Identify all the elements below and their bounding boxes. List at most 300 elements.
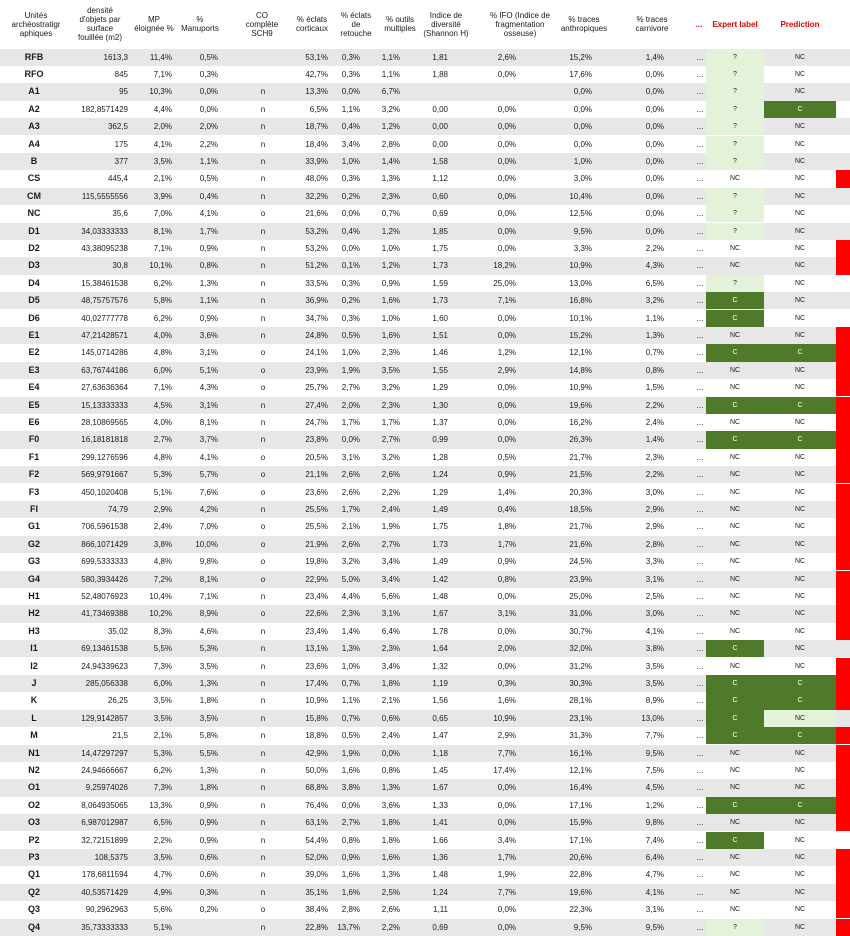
cell-prediction[interactable]: NC — [794, 488, 806, 496]
cell-traces-carnivore[interactable]: 0,0% — [645, 139, 664, 149]
cell-density[interactable]: 14,47297297 — [81, 748, 128, 758]
cell-unit[interactable]: K — [30, 695, 38, 706]
cell-prediction[interactable]: C — [764, 692, 836, 709]
cell-co[interactable]: o — [260, 383, 266, 393]
cell-ellipsis[interactable]: ... — [696, 487, 704, 497]
cell-density[interactable]: 362,5 — [107, 122, 128, 132]
cell-expert-label[interactable]: C — [706, 675, 764, 692]
cell-prediction[interactable]: NC — [794, 210, 806, 218]
cell-prediction[interactable]: NC — [794, 575, 806, 583]
cell-prediction[interactable]: C — [764, 344, 836, 361]
cell-expert-label[interactable]: NC — [729, 262, 741, 270]
cell-ifo[interactable]: 0,0% — [497, 174, 516, 184]
cell-eclats-corticaux[interactable]: 23,6% — [305, 661, 328, 671]
cell-ellipsis[interactable]: ... — [696, 905, 704, 915]
cell-unit[interactable]: D2 — [28, 242, 40, 253]
cell-traces-anthropiques[interactable]: 23,9% — [569, 574, 592, 584]
cell-traces-carnivore[interactable]: 1,1% — [645, 313, 664, 323]
cell-manuports[interactable]: 10,0% — [195, 539, 218, 549]
cell-co[interactable]: n — [260, 678, 266, 688]
cell-ellipsis[interactable]: ... — [696, 644, 704, 654]
cell-outils[interactable]: 2,5% — [381, 887, 400, 897]
cell-mp[interactable]: 5,6% — [153, 905, 172, 915]
cell-outils[interactable]: 1,8% — [381, 818, 400, 828]
cell-manuports[interactable]: 3,1% — [199, 348, 218, 358]
cell-outils[interactable]: 2,2% — [381, 487, 400, 497]
cell-expert-label[interactable]: ? — [706, 223, 764, 240]
cell-mp[interactable]: 5,5% — [153, 644, 172, 654]
cell-density[interactable]: 95 — [119, 87, 128, 97]
cell-density[interactable]: 40,53571429 — [81, 887, 128, 897]
cell-unit[interactable]: E4 — [28, 382, 40, 393]
cell-co[interactable]: o — [260, 365, 266, 375]
cell-traces-anthropiques[interactable]: 31,2% — [569, 661, 592, 671]
cell-eclats-corticaux[interactable]: 54,4% — [305, 835, 328, 845]
cell-density[interactable]: 47,21428571 — [81, 330, 128, 340]
cell-eclats-retouche[interactable]: 3,2% — [341, 557, 360, 567]
cell-outils[interactable]: 5,6% — [381, 591, 400, 601]
cell-expert-label[interactable]: C — [706, 292, 764, 309]
cell-unit[interactable]: F2 — [28, 469, 40, 480]
cell-eclats-corticaux[interactable]: 50,0% — [305, 765, 328, 775]
cell-ifo[interactable]: 0,0% — [497, 400, 516, 410]
cell-traces-carnivore[interactable]: 1,5% — [645, 383, 664, 393]
cell-eclats-corticaux[interactable]: 10,9% — [305, 696, 328, 706]
cell-unit[interactable]: O1 — [27, 782, 40, 793]
cell-manuports[interactable]: 4,2% — [199, 504, 218, 514]
cell-expert-label[interactable]: C — [706, 431, 764, 448]
cell-eclats-corticaux[interactable]: 33,9% — [305, 156, 328, 166]
cell-eclats-corticaux[interactable]: 23,4% — [305, 591, 328, 601]
cell-traces-anthropiques[interactable]: 30,3% — [569, 678, 592, 688]
cell-eclats-corticaux[interactable]: 53,2% — [305, 243, 328, 253]
cell-ifo[interactable]: 2,9% — [497, 365, 516, 375]
cell-expert-label[interactable]: ? — [706, 49, 764, 66]
header-co[interactable]: CO complète SCH9 — [245, 10, 279, 38]
cell-traces-carnivore[interactable]: 0,0% — [645, 226, 664, 236]
cell-outils[interactable]: 0,0% — [381, 748, 400, 758]
cell-traces-carnivore[interactable]: 4,3% — [645, 261, 664, 271]
cell-traces-carnivore[interactable]: 4,5% — [645, 783, 664, 793]
cell-prediction[interactable]: NC — [794, 906, 806, 914]
cell-expert-label[interactable]: C — [706, 832, 764, 849]
cell-eclats-corticaux[interactable]: 18,7% — [305, 122, 328, 132]
cell-unit[interactable]: Q1 — [27, 869, 40, 880]
cell-prediction[interactable]: NC — [794, 819, 806, 827]
cell-eclats-corticaux[interactable]: 15,8% — [305, 713, 328, 723]
cell-traces-anthropiques[interactable]: 21,7% — [569, 452, 592, 462]
cell-traces-anthropiques[interactable]: 14,8% — [569, 365, 592, 375]
cell-traces-anthropiques[interactable]: 10,9% — [569, 383, 592, 393]
cell-traces-carnivore[interactable]: 6,5% — [645, 278, 664, 288]
cell-mp[interactable]: 2,1% — [153, 731, 172, 741]
cell-ellipsis[interactable]: ... — [696, 365, 704, 375]
cell-co[interactable]: o — [260, 522, 266, 532]
cell-eclats-retouche[interactable]: 1,7% — [341, 417, 360, 427]
cell-ellipsis[interactable]: ... — [696, 348, 704, 358]
cell-mp[interactable]: 3,5% — [153, 696, 172, 706]
cell-co[interactable] — [238, 49, 288, 66]
cell-eclats-retouche[interactable]: 0,4% — [341, 122, 360, 132]
cell-ellipsis[interactable]: ... — [696, 870, 704, 880]
cell-diversite[interactable]: 1,12 — [432, 174, 448, 184]
cell-traces-carnivore[interactable]: 4,1% — [645, 626, 664, 636]
cell-eclats-corticaux[interactable]: 18,8% — [305, 731, 328, 741]
cell-co[interactable]: n — [260, 644, 266, 654]
cell-expert-label[interactable]: NC — [729, 244, 741, 252]
cell-ellipsis[interactable]: ... — [696, 87, 704, 97]
cell-diversite[interactable]: 1,29 — [432, 487, 448, 497]
cell-prediction[interactable]: C — [764, 797, 836, 814]
cell-density[interactable]: 27,63636364 — [81, 383, 128, 393]
cell-traces-anthropiques[interactable]: 23,1% — [569, 713, 592, 723]
cell-manuports[interactable]: 3,5% — [199, 661, 218, 671]
cell-co[interactable]: n — [260, 156, 266, 166]
cell-mp[interactable]: 2,0% — [153, 122, 172, 132]
cell-diversite[interactable]: 1,29 — [432, 383, 448, 393]
cell-diversite[interactable]: 0,00 — [432, 104, 448, 114]
cell-ifo[interactable]: 0,0% — [497, 383, 516, 393]
cell-manuports[interactable]: 1,8% — [199, 696, 218, 706]
cell-traces-anthropiques[interactable]: 22,8% — [569, 870, 592, 880]
cell-outils[interactable]: 1,4% — [381, 156, 400, 166]
cell-traces-anthropiques[interactable]: 10,4% — [569, 191, 592, 201]
cell-density[interactable]: 129,9142857 — [81, 713, 128, 723]
cell-outils[interactable]: 2,8% — [381, 139, 400, 149]
cell-eclats-retouche[interactable]: 1,0% — [341, 661, 360, 671]
cell-prediction[interactable]: NC — [794, 384, 806, 392]
cell-eclats-retouche[interactable]: 1,6% — [341, 870, 360, 880]
cell-co[interactable]: n — [260, 435, 266, 445]
cell-outils[interactable]: 1,2% — [381, 261, 400, 271]
cell-expert-label[interactable]: NC — [729, 418, 741, 426]
cell-ellipsis[interactable]: ... — [696, 557, 704, 567]
cell-density[interactable]: 182,8571429 — [81, 104, 128, 114]
cell-co[interactable]: o — [260, 470, 266, 480]
cell-prediction[interactable]: NC — [794, 923, 806, 931]
cell-co[interactable]: n — [260, 400, 266, 410]
cell-outils[interactable]: 1,8% — [381, 678, 400, 688]
cell-density[interactable]: 115,5555556 — [81, 191, 128, 201]
cell-mp[interactable]: 4,0% — [153, 417, 172, 427]
cell-manuports[interactable]: 1,1% — [199, 156, 218, 166]
cell-prediction[interactable]: NC — [794, 88, 806, 96]
cell-unit[interactable]: E2 — [28, 347, 40, 358]
cell-traces-carnivore[interactable]: 3,1% — [645, 574, 664, 584]
cell-diversite[interactable]: 1,78 — [432, 626, 448, 636]
cell-eclats-corticaux[interactable]: 21,6% — [305, 209, 328, 219]
cell-diversite[interactable]: 1,32 — [432, 661, 448, 671]
cell-ifo[interactable]: 0,0% — [497, 313, 516, 323]
cell-eclats-retouche[interactable]: 0,5% — [341, 330, 360, 340]
cell-eclats-corticaux[interactable]: 34,7% — [305, 313, 328, 323]
cell-prediction[interactable]: NC — [794, 453, 806, 461]
cell-traces-anthropiques[interactable]: 31,3% — [569, 731, 592, 741]
cell-mp[interactable]: 4,9% — [153, 887, 172, 897]
cell-ellipsis[interactable]: ... — [696, 661, 704, 671]
cell-expert-label[interactable]: NC — [729, 331, 741, 339]
cell-ifo[interactable]: 0,4% — [497, 504, 516, 514]
cell-ifo[interactable]: 0,8% — [497, 574, 516, 584]
cell-eclats-retouche[interactable]: 2,6% — [341, 487, 360, 497]
cell-unit[interactable]: G2 — [27, 538, 40, 549]
cell-outils[interactable]: 2,3% — [381, 400, 400, 410]
cell-co[interactable] — [238, 66, 288, 83]
cell-prediction[interactable]: NC — [794, 853, 806, 861]
cell-outils[interactable]: 2,3% — [381, 348, 400, 358]
cell-expert-label[interactable]: NC — [729, 592, 741, 600]
cell-prediction[interactable]: NC — [794, 279, 806, 287]
cell-outils[interactable]: 2,4% — [381, 504, 400, 514]
cell-ifo[interactable]: 0,0% — [497, 209, 516, 219]
cell-ifo[interactable]: 0,0% — [497, 800, 516, 810]
cell-ellipsis[interactable]: ... — [696, 452, 704, 462]
cell-mp[interactable]: 4,8% — [153, 557, 172, 567]
cell-traces-carnivore[interactable]: 2,2% — [645, 243, 664, 253]
cell-co[interactable]: o — [260, 557, 266, 567]
cell-traces-anthropiques[interactable]: 28,1% — [569, 696, 592, 706]
cell-traces-anthropiques[interactable]: 15,2% — [569, 330, 592, 340]
cell-mp[interactable]: 7,2% — [153, 574, 172, 584]
cell-ellipsis[interactable]: ... — [696, 748, 704, 758]
cell-diversite[interactable]: 1,66 — [432, 835, 448, 845]
cell-unit[interactable]: J — [31, 677, 37, 688]
cell-outils[interactable]: 1,1% — [381, 52, 400, 62]
cell-co[interactable]: n — [260, 261, 266, 271]
cell-diversite[interactable]: 1,75 — [432, 243, 448, 253]
cell-traces-carnivore[interactable]: 7,5% — [645, 765, 664, 775]
cell-mp[interactable]: 5,8% — [153, 296, 172, 306]
cell-expert-label[interactable]: NC — [729, 575, 741, 583]
cell-mp[interactable]: 8,3% — [153, 626, 172, 636]
cell-eclats-retouche[interactable]: 2,0% — [341, 400, 360, 410]
cell-unit[interactable]: CS — [27, 173, 41, 184]
cell-diversite[interactable]: 0,69 — [432, 209, 448, 219]
cell-diversite[interactable]: 1,28 — [432, 452, 448, 462]
cell-ifo[interactable]: 0,0% — [497, 591, 516, 601]
cell-eclats-corticaux[interactable]: 20,5% — [305, 452, 328, 462]
cell-traces-anthropiques[interactable]: 16,2% — [569, 417, 592, 427]
cell-density[interactable]: 40,02777778 — [81, 313, 128, 323]
cell-manuports[interactable]: 5,7% — [199, 470, 218, 480]
cell-traces-anthropiques[interactable]: 19,6% — [569, 400, 592, 410]
cell-density[interactable]: 450,1020408 — [81, 487, 128, 497]
cell-outils[interactable]: 1,6% — [381, 330, 400, 340]
cell-eclats-retouche[interactable]: 5,0% — [341, 574, 360, 584]
cell-mp[interactable]: 2,4% — [153, 522, 172, 532]
cell-ifo[interactable]: 0,5% — [497, 452, 516, 462]
cell-manuports[interactable]: 4,1% — [199, 209, 218, 219]
cell-diversite[interactable]: 1,24 — [432, 470, 448, 480]
cell-ellipsis[interactable]: ... — [696, 800, 704, 810]
cell-unit[interactable]: A3 — [28, 121, 40, 132]
cell-ifo[interactable]: 1,2% — [497, 348, 516, 358]
cell-ifo[interactable]: 0,0% — [497, 191, 516, 201]
cell-density[interactable]: 24,94339623 — [81, 661, 128, 671]
cell-unit[interactable]: F1 — [28, 451, 40, 462]
cell-manuports[interactable] — [172, 919, 218, 936]
cell-manuports[interactable]: 4,3% — [199, 383, 218, 393]
cell-ellipsis[interactable]: ... — [696, 574, 704, 584]
cell-traces-anthropiques[interactable]: 22,3% — [569, 905, 592, 915]
cell-traces-anthropiques[interactable]: 0,0% — [573, 139, 592, 149]
cell-ellipsis[interactable]: ... — [696, 174, 704, 184]
cell-mp[interactable]: 7,3% — [153, 783, 172, 793]
cell-diversite[interactable]: 1,59 — [432, 278, 448, 288]
cell-manuports[interactable]: 0,6% — [199, 852, 218, 862]
cell-expert-label[interactable]: NC — [729, 610, 741, 618]
cell-ellipsis[interactable]: ... — [696, 435, 704, 445]
cell-co[interactable]: o — [260, 487, 266, 497]
cell-mp[interactable]: 11,4% — [149, 52, 172, 62]
cell-diversite[interactable]: 1,24 — [432, 887, 448, 897]
cell-traces-anthropiques[interactable]: 20,3% — [569, 487, 592, 497]
cell-eclats-corticaux[interactable]: 25,7% — [305, 383, 328, 393]
header-ifo[interactable]: % IFO (Indice de fragmentation osseuse) — [489, 10, 551, 38]
cell-co[interactable]: n — [260, 783, 266, 793]
cell-co[interactable]: n — [260, 87, 266, 97]
cell-eclats-retouche[interactable]: 0,2% — [341, 296, 360, 306]
cell-eclats-retouche[interactable]: 1,9% — [341, 365, 360, 375]
cell-traces-anthropiques[interactable]: 10,9% — [569, 261, 592, 271]
cell-mp[interactable]: 10,4% — [149, 591, 172, 601]
cell-outils[interactable]: 1,0% — [381, 313, 400, 323]
cell-co[interactable]: n — [260, 661, 266, 671]
cell-co[interactable]: n — [260, 887, 266, 897]
cell-ifo[interactable]: 3,1% — [497, 609, 516, 619]
cell-ifo[interactable]: 0,0% — [497, 905, 516, 915]
cell-eclats-retouche[interactable]: 1,1% — [341, 696, 360, 706]
cell-manuports[interactable]: 0,3% — [199, 887, 218, 897]
cell-density[interactable]: 26,25 — [107, 696, 128, 706]
cell-diversite[interactable]: 0,99 — [432, 435, 448, 445]
cell-expert-label[interactable]: NC — [729, 853, 741, 861]
cell-eclats-retouche[interactable]: 0,9% — [341, 852, 360, 862]
cell-co[interactable]: n — [260, 504, 266, 514]
cell-diversite[interactable]: 1,88 — [432, 69, 448, 79]
cell-outils[interactable]: 3,2% — [381, 383, 400, 393]
cell-diversite[interactable]: 1,11 — [433, 905, 448, 915]
cell-unit[interactable]: D5 — [28, 295, 40, 306]
cell-co[interactable]: n — [260, 818, 266, 828]
cell-expert-label[interactable]: ? — [706, 118, 764, 135]
cell-expert-label[interactable]: NC — [729, 662, 741, 670]
cell-ellipsis[interactable]: ... — [696, 261, 704, 271]
cell-ellipsis[interactable]: ... — [696, 313, 704, 323]
cell-manuports[interactable]: 1,7% — [199, 226, 218, 236]
cell-eclats-corticaux[interactable]: 25,5% — [305, 522, 328, 532]
cell-mp[interactable]: 3,5% — [153, 713, 172, 723]
cell-prediction[interactable]: NC — [794, 540, 806, 548]
cell-manuports[interactable]: 5,5% — [199, 748, 218, 758]
cell-eclats-retouche[interactable]: 0,4% — [341, 226, 360, 236]
cell-eclats-corticaux[interactable]: 21,1% — [305, 470, 328, 480]
cell-expert-label[interactable]: NC — [729, 175, 741, 183]
cell-ellipsis[interactable]: ... — [696, 591, 704, 601]
cell-eclats-corticaux[interactable]: 42,7% — [305, 69, 328, 79]
cell-diversite[interactable]: 1,85 — [432, 226, 448, 236]
cell-density[interactable]: 21,5 — [112, 731, 128, 741]
cell-traces-carnivore[interactable]: 0,8% — [645, 365, 664, 375]
cell-eclats-retouche[interactable]: 0,3% — [341, 69, 360, 79]
cell-co[interactable]: n — [260, 731, 266, 741]
cell-mp[interactable]: 7,1% — [153, 383, 172, 393]
cell-manuports[interactable]: 0,0% — [199, 87, 218, 97]
cell-prediction[interactable]: NC — [794, 505, 806, 513]
cell-diversite[interactable]: 0,69 — [432, 922, 448, 932]
cell-ifo[interactable]: 0,0% — [497, 156, 516, 166]
cell-ifo[interactable]: 18,2% — [493, 261, 516, 271]
cell-density[interactable]: 28,10869565 — [81, 417, 128, 427]
cell-diversite[interactable]: 1,67 — [432, 783, 448, 793]
cell-eclats-retouche[interactable]: 1,6% — [341, 887, 360, 897]
cell-manuports[interactable]: 5,8% — [199, 731, 218, 741]
cell-manuports[interactable]: 4,6% — [199, 626, 218, 636]
cell-ellipsis[interactable]: ... — [696, 122, 704, 132]
cell-density[interactable]: 35,73333333 — [81, 922, 128, 932]
cell-traces-carnivore[interactable]: 7,4% — [645, 835, 664, 845]
cell-eclats-corticaux[interactable]: 18,4% — [305, 139, 328, 149]
cell-density[interactable]: 285,056338 — [85, 678, 128, 688]
cell-density[interactable]: 175 — [114, 139, 128, 149]
cell-density[interactable]: 9,25974026 — [85, 783, 128, 793]
cell-traces-carnivore[interactable]: 2,3% — [645, 452, 664, 462]
cell-diversite[interactable]: 1,19 — [432, 678, 448, 688]
cell-expert-label[interactable]: C — [706, 797, 764, 814]
cell-eclats-retouche[interactable]: 0,2% — [341, 191, 360, 201]
cell-traces-anthropiques[interactable]: 20,6% — [569, 852, 592, 862]
cell-eclats-corticaux[interactable]: 32,2% — [305, 191, 328, 201]
cell-eclats-retouche[interactable]: 0,0% — [341, 209, 360, 219]
cell-eclats-corticaux[interactable]: 22,9% — [305, 574, 328, 584]
cell-ellipsis[interactable]: ... — [696, 887, 704, 897]
cell-eclats-retouche[interactable]: 0,0% — [341, 435, 360, 445]
cell-eclats-corticaux[interactable]: 22,6% — [305, 609, 328, 619]
header-prediction[interactable]: Prediction — [780, 19, 820, 29]
cell-ellipsis[interactable]: ... — [696, 330, 704, 340]
cell-prediction[interactable]: NC — [794, 784, 806, 792]
cell-expert-label[interactable]: NC — [729, 819, 741, 827]
cell-unit[interactable]: NC — [27, 208, 41, 219]
cell-co[interactable]: n — [260, 696, 266, 706]
cell-eclats-retouche[interactable]: 0,1% — [341, 261, 360, 271]
cell-co[interactable]: o — [260, 209, 266, 219]
cell-mp[interactable]: 2,9% — [153, 504, 172, 514]
cell-eclats-corticaux[interactable]: 53,2% — [305, 226, 328, 236]
cell-expert-label[interactable]: ? — [706, 188, 764, 205]
cell-expert-label[interactable]: ? — [706, 136, 764, 153]
cell-co[interactable]: o — [260, 539, 266, 549]
cell-traces-anthropiques[interactable]: 21,7% — [569, 522, 592, 532]
cell-traces-carnivore[interactable]: 3,1% — [645, 905, 664, 915]
cell-ifo[interactable]: 0,0% — [497, 417, 516, 427]
cell-eclats-corticaux[interactable]: 35,1% — [305, 887, 328, 897]
cell-ellipsis[interactable]: ... — [696, 278, 704, 288]
cell-prediction[interactable]: NC — [794, 227, 806, 235]
cell-outils[interactable]: 0,7% — [381, 209, 400, 219]
cell-traces-anthropiques[interactable]: 17,1% — [569, 800, 592, 810]
cell-traces-anthropiques[interactable]: 13,0% — [569, 278, 592, 288]
cell-eclats-retouche[interactable]: 2,7% — [341, 383, 360, 393]
cell-traces-anthropiques[interactable]: 18,5% — [569, 504, 592, 514]
cell-eclats-corticaux[interactable]: 24,7% — [305, 417, 328, 427]
cell-density[interactable]: 15,38461538 — [81, 278, 128, 288]
cell-diversite[interactable]: 1,73 — [432, 296, 448, 306]
cell-ellipsis[interactable]: ... — [696, 922, 704, 932]
cell-prediction[interactable]: NC — [794, 262, 806, 270]
cell-prediction[interactable]: C — [764, 431, 836, 448]
cell-co[interactable]: n — [260, 870, 266, 880]
